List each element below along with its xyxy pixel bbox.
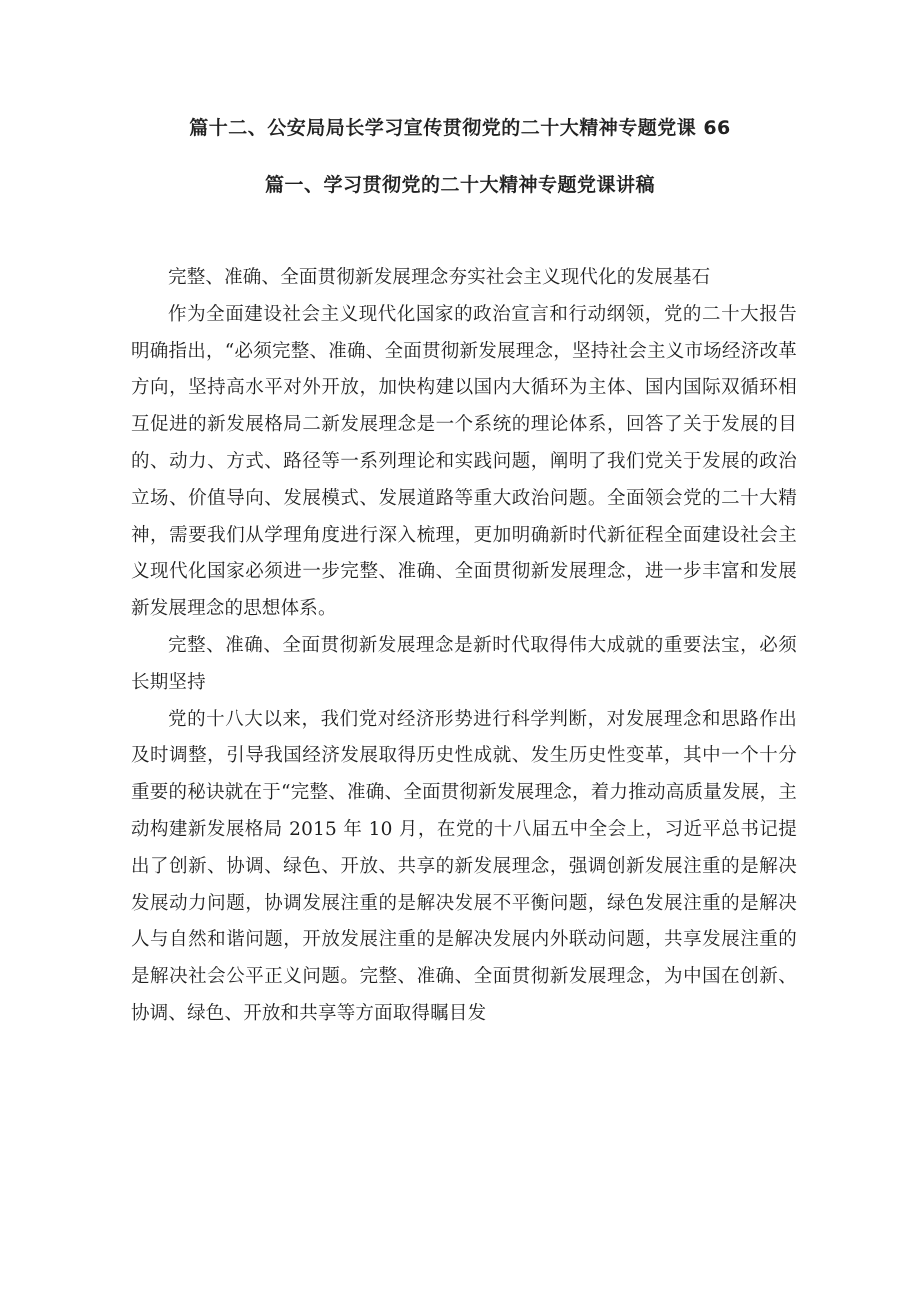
toc-entry-chapter-12: 篇十二、公安局局长学习宣传贯彻党的二十大精神专题党课 66 [189,117,731,139]
body-paragraph-1: 作为全面建设社会主义现代化国家的政治宣言和行动纲领，党的二十大报告明确指出，“必须完整、准确、全面贯彻新发展理念，坚持社会主义市场经济改革方向，坚持高水平对外开放，加快构建以国内大循环为主体、国内国际双循环相互促进的新发展格局二新发展理念是一个系统的理论体系，回答了关于发展的目的、动力、方式、路径等一系列理论和实践问题，阐明了我们党关于发展的政治立场、价值导向、发展模式、发展道路等重大政治问题。全面领会党的二十大精神，需要我们从学理角度进行深入梳理，更加明确新时代新征程全面建设社会主义现代化国家必须进一步完整、准确、全面贯彻新发展理念，进一步丰富和发展新发展理念的思想体系。 [131,303,797,620]
section-heading-1: 完整、准确、全面贯彻新发展理念夯实社会主义现代化的发展基石 [168,267,711,288]
body-paragraph-2: 党的十八大以来，我们党对经济形势进行科学判断，对发展理念和思路作出及时调整，引导我国经济发展取得历史性成就、发生历史性变革，其中一个十分重要的秘诀就在于“完整、准确、全面贯彻新发展理念，着力推动高质量发展，主动构建新发展格局 2015 年 10 月，在党的十八届五中全会上，习近平总书记提出了创新、协调、绿色、开放、共享的新发展理念，强调创新发展注重的是解决发展动力问题，协调发展注重的是解决发展不平衡问题，绿色发展注重的是解决人与自然和谐问题，开放发展注重的是解决发展内外联动问题，共享发展注重的是解决社会公平正义问题。完整、准确、全面贯彻新发展理念，为中国在创新、协调、绿色、开放和共享等方面取得瞩目发 [131,708,797,1024]
document-body [131,260,797,1033]
section-heading-2: 完整、准确、全面贯彻新发展理念是新时代取得伟大成就的重要法宝，必须长期坚持 [131,634,797,693]
toc-entry-chapter-1: 篇一、学习贯彻党的二十大精神专题党课讲稿 [264,174,655,196]
